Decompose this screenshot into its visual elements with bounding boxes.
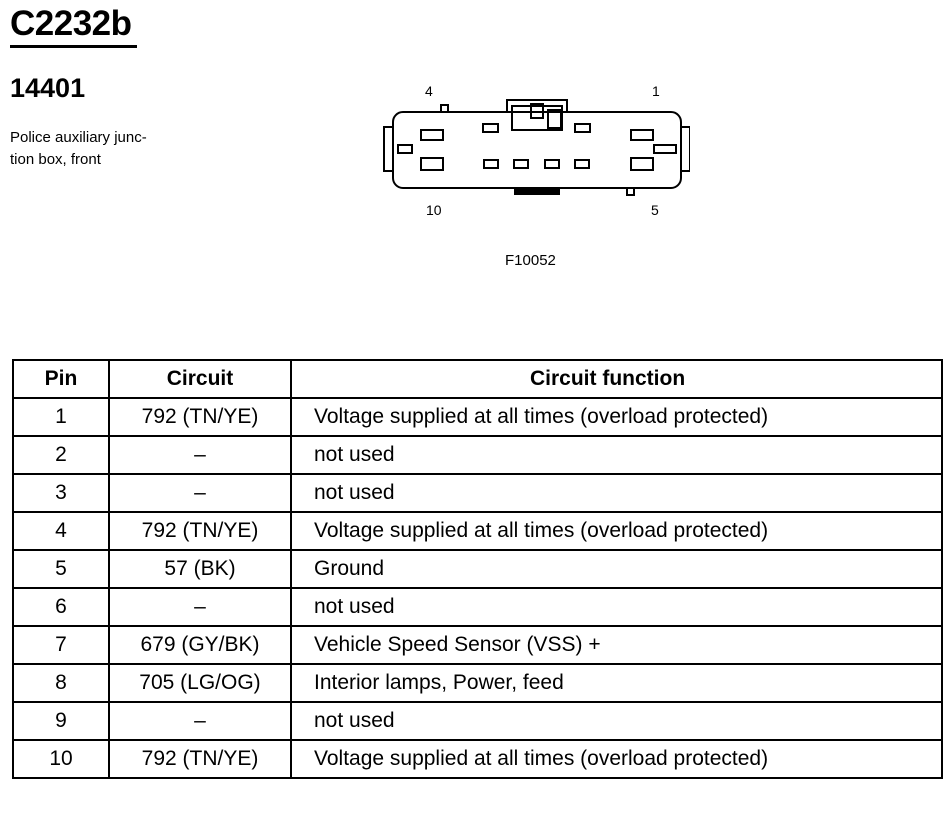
pin-cell: 2 (13, 436, 109, 474)
slot-left (398, 145, 412, 153)
pin-cell: 4 (13, 512, 109, 550)
cavity-8 (514, 160, 528, 168)
function-cell: not used (291, 474, 942, 512)
table-row (13, 512, 942, 550)
cavity-7 (545, 160, 559, 168)
pin-label-top-right: 1 (652, 83, 660, 99)
table-row (13, 664, 942, 702)
left-latch (384, 127, 393, 171)
circuit-cell: 792 (TN/YE) (109, 512, 291, 550)
pin-cell: 1 (13, 398, 109, 436)
pin-cell: 5 (13, 550, 109, 588)
function-cell: Voltage supplied at all times (overload protected) (291, 512, 942, 550)
function-cell: Ground (291, 550, 942, 588)
description-line-2: tion box, front (10, 151, 101, 168)
function-cell: Voltage supplied at all times (overload protected) (291, 740, 942, 778)
circuit-cell: – (109, 436, 291, 474)
cavity-3 (483, 124, 498, 132)
pin-cell: 7 (13, 626, 109, 664)
cavity-6 (575, 160, 589, 168)
pin-label-bottom-left: 10 (426, 202, 442, 218)
function-cell: Voltage supplied at all times (overload protected) (291, 398, 942, 436)
pin-cell: 6 (13, 588, 109, 626)
key-bottom-right (627, 188, 634, 195)
function-cell: Vehicle Speed Sensor (VSS) + (291, 626, 942, 664)
pin-function-table (12, 359, 943, 779)
cavity-2 (575, 124, 590, 132)
circuit-cell: 792 (TN/YE) (109, 740, 291, 778)
connector-description (10, 127, 147, 171)
figure-id: F10052 (505, 252, 556, 269)
key-top-left (441, 105, 448, 112)
function-column-header: Circuit function (291, 360, 942, 398)
pin-label-bottom-right: 5 (651, 202, 659, 218)
table-row (13, 550, 942, 588)
connector-face-diagram (380, 80, 690, 200)
pin-cell: 8 (13, 664, 109, 702)
table-row (13, 702, 942, 740)
cavity-5 (631, 158, 653, 170)
table-row (13, 740, 942, 778)
circuit-cell: – (109, 474, 291, 512)
connector-id-title: C2232b (10, 4, 132, 43)
bottom-keyway (514, 188, 560, 195)
circuit-cell: 705 (LG/OG) (109, 664, 291, 702)
table-row (13, 626, 942, 664)
pin-cell: 9 (13, 702, 109, 740)
pin-cell: 3 (13, 474, 109, 512)
pin-cell: 10 (13, 740, 109, 778)
title-underline (10, 45, 137, 48)
circuit-cell: 679 (GY/BK) (109, 626, 291, 664)
slot-right (654, 145, 676, 153)
cavity-4 (421, 130, 443, 140)
cavity-1 (631, 130, 653, 140)
pin-column-header: Pin (13, 360, 109, 398)
function-cell: not used (291, 588, 942, 626)
table-row (13, 436, 942, 474)
cavity-9 (484, 160, 498, 168)
function-cell: Interior lamps, Power, feed (291, 664, 942, 702)
right-latch (681, 127, 690, 171)
table-row (13, 398, 942, 436)
circuit-cell: 792 (TN/YE) (109, 398, 291, 436)
table-row (13, 588, 942, 626)
part-number: 14401 (10, 73, 86, 103)
cavity-10 (421, 158, 443, 170)
function-cell: not used (291, 436, 942, 474)
table-header-row (13, 360, 942, 398)
circuit-cell: 57 (BK) (109, 550, 291, 588)
function-cell: not used (291, 702, 942, 740)
circuit-column-header: Circuit (109, 360, 291, 398)
table-row (13, 474, 942, 512)
circuit-cell: – (109, 702, 291, 740)
connector-housing (393, 112, 681, 188)
pin-label-top-left: 4 (425, 83, 433, 99)
description-line-1: Police auxiliary junc- (10, 129, 147, 146)
circuit-cell: – (109, 588, 291, 626)
